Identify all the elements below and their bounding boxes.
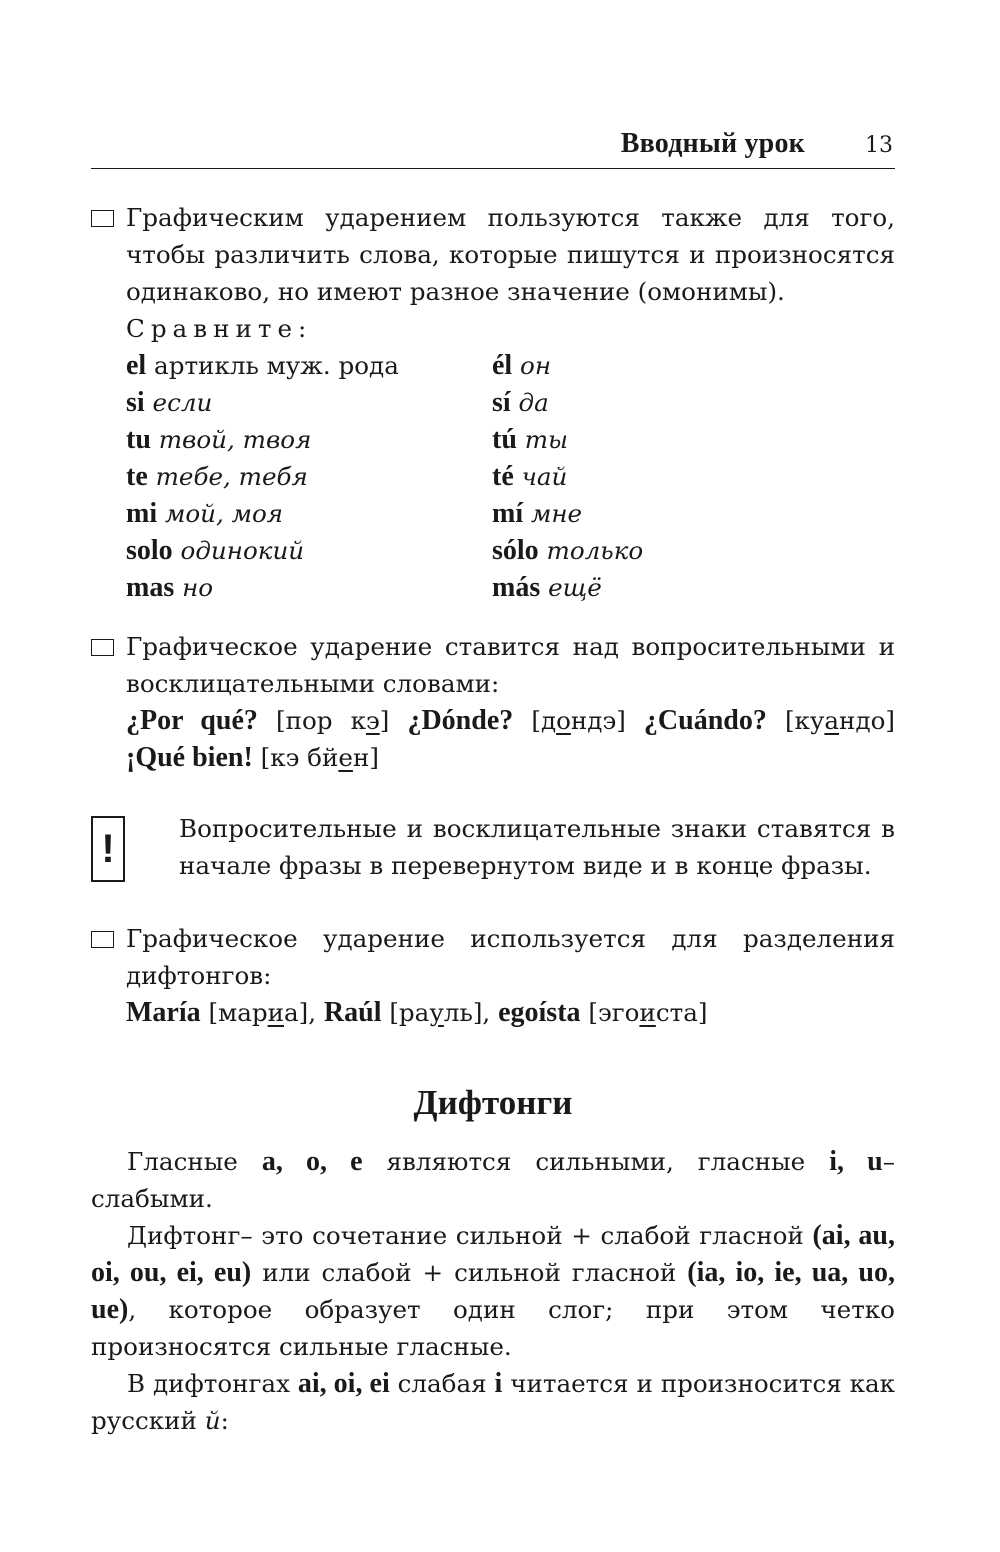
example-transcription: [дондэ] (531, 706, 626, 735)
page (91, 128, 895, 1439)
homonym-meaning: ты (524, 425, 569, 454)
example-transcription: [кэ бйен] (260, 743, 379, 772)
homonym-word: mi (126, 498, 158, 529)
homonym-word: si (126, 387, 145, 418)
example-word: ¿Por qué? (126, 705, 258, 736)
homonym-word: él (492, 350, 513, 381)
homonym-word: té (492, 461, 514, 492)
homonym-left-cell (126, 532, 492, 569)
homonym-left-cell (126, 495, 492, 532)
homonym-word: sólo (492, 535, 539, 566)
compare-label: Сравните: (126, 314, 313, 343)
example-line (126, 739, 895, 776)
homonym-meaning: чай (521, 462, 568, 491)
homonym-meaning: если (152, 388, 213, 417)
bullet-item-body (126, 199, 895, 606)
example-word: María (126, 997, 201, 1028)
example-transcription: [рауль], (389, 998, 491, 1027)
section-title: Дифтонги (413, 1083, 573, 1122)
example-word: ¡Qué bien! (126, 742, 253, 773)
homonym-right-cell (492, 421, 895, 458)
homonym-word: más (492, 572, 541, 603)
homonym-right-cell (492, 532, 895, 569)
homonym-left-cell (126, 569, 492, 606)
checkbox-bullet-icon (91, 931, 114, 948)
item-text: Графическим ударением пользуются также для того, чтобы различить слова, которые пишутся и произносятся одинаково, но имеют разное значение (омонимы). (126, 203, 895, 306)
homonym-right-cell (492, 458, 895, 495)
bullet-item-diphthong-split (91, 920, 895, 1031)
homonym-word: solo (126, 535, 173, 566)
attention-note (91, 810, 895, 884)
homonym-pairs (126, 347, 895, 606)
homonym-word: mas (126, 572, 175, 603)
paragraph-strong-weak: Гласные a, o, e являются сильными, гласные i, u– слабыми. (91, 1146, 895, 1213)
homonym-meaning: да (518, 388, 549, 417)
homonym-meaning: артикль муж. рода (154, 351, 399, 380)
homonym-meaning: ещё (548, 573, 602, 602)
homonym-meaning: мой, моя (164, 499, 284, 528)
homonym-word: tu (126, 424, 151, 455)
example-transcription: [эгоиста] (588, 998, 708, 1027)
item-text: Графическое ударение ставится над вопросительными и восклицательными словами: (126, 632, 895, 698)
header-title: Вводный урок (620, 128, 805, 159)
example-line (126, 702, 895, 739)
homonym-left-cell (126, 347, 492, 384)
running-header (91, 128, 895, 169)
homonym-right-cell (492, 384, 895, 421)
homonym-meaning: тебе, тебя (155, 462, 308, 491)
bullet-item-interrogatives (91, 628, 895, 776)
example-word: egoísta (498, 997, 581, 1028)
example-word: ¿Dónde? (407, 705, 514, 736)
homonym-left-cell (126, 458, 492, 495)
homonym-meaning: но (182, 573, 214, 602)
item-text: Графическое ударение используется для разделения дифтонгов: (126, 924, 895, 990)
paragraph-weak-i: В дифтонгах ai, oi, ei слабая i читается и произносится как русский й: (91, 1368, 896, 1435)
homonym-word: el (126, 350, 147, 381)
example-word: Raúl (323, 997, 382, 1028)
homonym-word: tú (492, 424, 517, 455)
bullet-item-body (126, 920, 895, 1031)
homonym-meaning: твой, твоя (158, 425, 312, 454)
bullet-item-homonyms (91, 199, 895, 606)
homonym-right-cell (492, 569, 895, 606)
homonym-meaning: мне (530, 499, 583, 528)
homonym-left-cell (126, 384, 492, 421)
example-word: ¿Cuándo? (643, 705, 767, 736)
example-transcription: [пор кэ] (275, 706, 390, 735)
homonym-meaning: он (520, 351, 552, 380)
page-number: 13 (865, 133, 893, 158)
homonym-right-cell (492, 347, 895, 384)
homonym-word: mí (492, 498, 524, 529)
checkbox-bullet-icon (91, 639, 114, 656)
checkbox-bullet-icon (91, 210, 114, 227)
homonym-right-cell (492, 495, 895, 532)
note-text: Вопросительные и восклицательные знаки ставятся в начале фразы в перевернутом виде и в конце фразы. (179, 814, 895, 880)
homonym-meaning: одинокий (180, 536, 305, 565)
example-line (126, 994, 895, 1031)
exclamation-icon: ! (91, 816, 125, 882)
bullet-item-body (126, 628, 895, 776)
homonym-left-cell (126, 421, 492, 458)
homonym-word: te (126, 461, 148, 492)
homonym-meaning: только (546, 536, 644, 565)
paragraph-diphthong-definition: Дифтонг– это сочетание сильной + слабой гласной (ai, au, oi, ou, ei, eu) или слабой + сильной гласной (ia, io, ie, ua, uo, ue), которое образует один слог; при этом четко произносятся сильные гласные. (91, 1220, 896, 1361)
example-transcription: [мариа], (208, 998, 317, 1027)
example-transcription: [куандо] (784, 706, 895, 735)
homonym-word: sí (492, 387, 511, 418)
